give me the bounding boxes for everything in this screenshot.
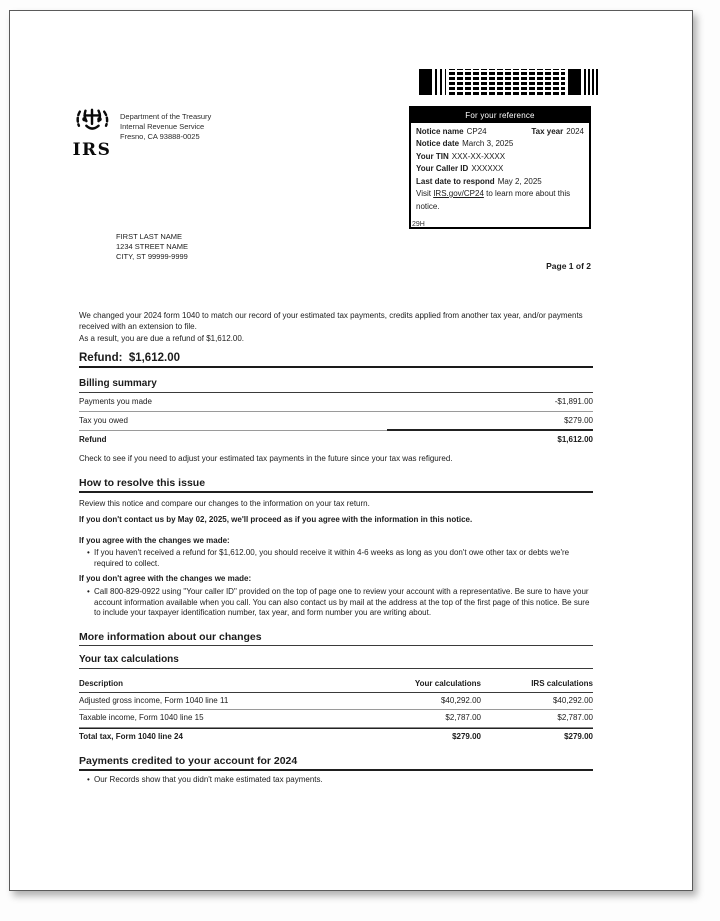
tax-calculations-table [79, 676, 593, 745]
recipient-address [116, 232, 188, 262]
disagree-bullet-item [79, 587, 593, 619]
intro-paragraph: We changed your 2024 form 1040 to match our record of your estimated tax payments, credits applied from another tax year, and/or payments received with an extension to file. [79, 311, 583, 331]
barcode-bars-right [584, 69, 600, 95]
form-code: 29H [412, 221, 425, 228]
notice-page [9, 10, 693, 891]
header-your-calculations: Your calculations [414, 678, 481, 688]
billing-row-tax-owed [79, 412, 593, 431]
visit-suffix: to learn more about this notice. [416, 189, 571, 211]
agency-line-2: Internal Revenue Service [120, 121, 205, 131]
reference-row-notice-name [416, 126, 584, 139]
payments-credited-bullet-item [79, 775, 593, 786]
recipient-city: CITY, ST 99999-9999 [116, 252, 188, 261]
agree-bullet-item [79, 548, 593, 570]
visit-prefix: Visit [416, 189, 434, 198]
payments-credited-bullet-text: Our Records show that you didn't make estimated tax payments. [94, 774, 323, 784]
cell-your-amount: $279.00 [452, 731, 481, 741]
payments-credited-heading: Payments credited to your account for 2024 [79, 756, 593, 771]
tin-value: XXX-XX-XXXX [451, 151, 506, 161]
reference-row-notice-date [416, 138, 584, 151]
caller-id-value: XXXXXX [471, 164, 504, 173]
cell-irs-amount: $279.00 [564, 731, 593, 741]
table-header-row [79, 676, 593, 693]
irs-logo-text: IRS [72, 140, 112, 160]
billing-row-label: Refund [79, 434, 107, 444]
cell-description: Total tax, Form 1040 line 24 [79, 731, 183, 741]
cell-your-amount: $2,787.00 [445, 713, 481, 723]
page-number: Page 1 of 2 [546, 261, 591, 271]
bullet-icon: • [87, 548, 90, 558]
barcode-block-right [568, 69, 581, 95]
last-date-value: May 2, 2025 [497, 176, 542, 186]
deadline-line: If you don't contact us by May 02, 2025, we'll proceed as if you agree with the information in this notice. [79, 514, 473, 524]
cell-description: Adjusted gross income, Form 1040 line 11 [79, 696, 229, 706]
notice-body [79, 311, 593, 786]
table-row-total-tax [79, 728, 593, 745]
reference-box-body [411, 123, 589, 228]
cell-irs-amount: $2,787.00 [557, 713, 593, 723]
billing-row-amount: $279.00 [564, 415, 593, 425]
review-line: Review this notice and compare our changes to the information on your tax return. [79, 498, 370, 508]
tax-year-label: Tax year [531, 126, 564, 136]
table-row-taxable-income [79, 710, 593, 727]
reference-box-title: For your reference [411, 108, 589, 123]
irs-gov-cp24-link[interactable]: IRS.gov/CP24 [433, 189, 484, 198]
agency-line-1: Department of the Treasury [120, 112, 212, 121]
barcode [419, 69, 600, 95]
table-row-agi [79, 693, 593, 710]
cell-description: Taxable income, Form 1040 line 15 [79, 713, 204, 723]
caller-id-label: Your Caller ID [416, 164, 469, 173]
irs-eagle-icon [73, 124, 111, 141]
cell-your-amount: $40,292.00 [440, 696, 481, 706]
agree-subheading: If you agree with the changes we made: [79, 535, 230, 545]
barcode-data-matrix [449, 69, 565, 95]
refund-heading: Refund: $1,612.00 [79, 353, 593, 368]
billing-row-label: Payments you made [79, 396, 152, 406]
reference-row-tin [416, 151, 584, 164]
bullet-icon: • [87, 774, 90, 784]
barcode-block-left [419, 69, 432, 95]
notice-name-value: CP24 [466, 126, 487, 136]
reference-row-last-date [416, 176, 584, 189]
billing-summary-table [79, 393, 593, 448]
disagree-bullet-text: Call 800-829-0922 using "Your caller ID" provided on the top of page one to review your account with a representative. Be sure to have your account information available when you call. You can also contact us by mail at the address at the top of the first page of this notice. Be sure to include your taxpayer identification number, tax year, and form number you are writing about. [94, 586, 590, 618]
notice-date-label: Notice date [416, 139, 460, 148]
notice-name-label: Notice name [416, 126, 464, 136]
billing-row-payments [79, 393, 593, 412]
intro-result-line: As a result, you are due a refund of $1,612.00. [79, 333, 244, 343]
barcode-bars-left [435, 69, 446, 95]
notice-date-value: March 3, 2025 [462, 139, 514, 148]
reference-visit-line [416, 188, 584, 213]
cell-irs-amount: $40,292.00 [552, 696, 593, 706]
more-information-heading: More information about our changes [79, 632, 593, 646]
billing-row-amount: $1,612.00 [557, 434, 593, 444]
agency-address [120, 112, 211, 141]
disagree-subheading: If you don't agree with the changes we made: [79, 573, 252, 583]
recipient-name: FIRST LAST NAME [116, 232, 182, 241]
billing-summary-note: Check to see if you need to adjust your estimated tax payments in the future since your tax was refigured. [79, 454, 453, 464]
header-description: Description [79, 678, 124, 688]
billing-row-label: Tax you owed [79, 415, 128, 425]
reference-box [409, 106, 591, 229]
last-date-label: Last date to respond [416, 176, 495, 186]
recipient-street: 1234 STREET NAME [116, 242, 188, 251]
irs-logo [68, 107, 116, 158]
tin-label: Your TIN [416, 151, 449, 161]
agency-line-3: Fresno, CA 93888-0025 [120, 131, 200, 141]
how-to-resolve-heading: How to resolve this issue [79, 478, 593, 493]
bullet-icon: • [87, 586, 90, 596]
billing-summary-heading: Billing summary [79, 379, 593, 393]
tax-calculations-heading: Your tax calculations [79, 655, 593, 669]
tax-year-value: 2024 [566, 126, 584, 136]
reference-row-caller-id [416, 163, 584, 176]
agree-bullet-text: If you haven't received a refund for $1,612.00, you should receive it within 4-6 weeks as long as you don't owe other tax or debts we're required to collect. [94, 548, 570, 569]
billing-row-amount: -$1,891.00 [554, 396, 593, 406]
header-irs-calculations: IRS calculations [531, 678, 593, 688]
billing-row-refund [79, 431, 593, 449]
